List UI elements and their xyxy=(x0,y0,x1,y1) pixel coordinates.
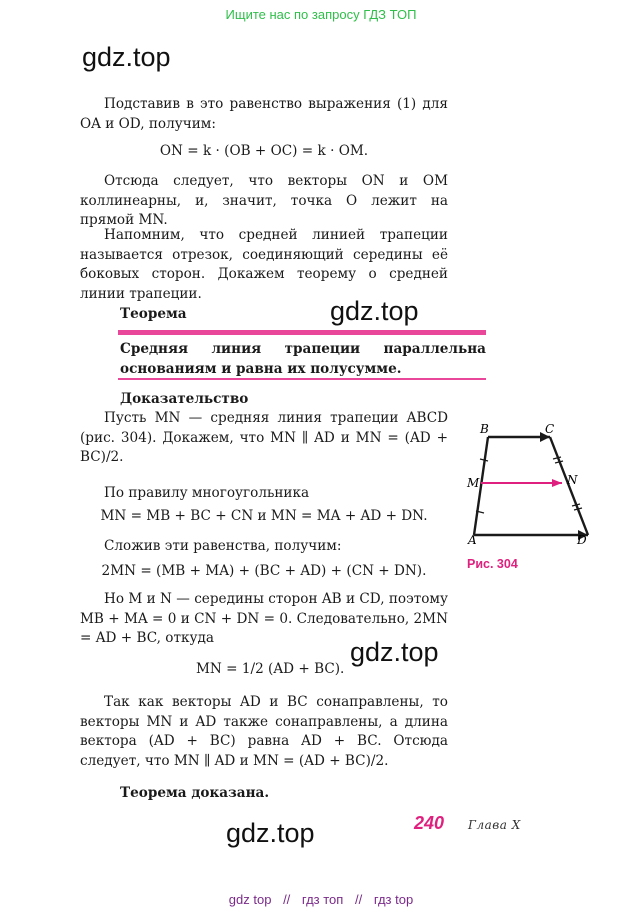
formula-sum: 2MN = (MB + MA) + (BC + AD) + (CN + DN). xyxy=(101,563,427,579)
footer-links xyxy=(0,892,642,907)
theorem-bar xyxy=(118,330,486,335)
watermark: gdz.top xyxy=(330,296,419,326)
paragraph-midpoints: Но M и N — середины сторон AB и CD, поэтому MB + MA = 0 и CN + DN = 0. Следовательно, 2MN = AD + BC, откуда xyxy=(80,591,448,646)
theorem-underline xyxy=(118,378,486,380)
theorem-title: Теорема xyxy=(120,306,187,322)
top-banner: Ищите нас по запросу ГДЗ ТОП xyxy=(225,7,417,22)
formula-on: ON = k · (OB + OC) = k · OM. xyxy=(159,143,369,159)
footer-link[interactable]: gdz top xyxy=(228,892,272,907)
footer-separator: // xyxy=(283,892,291,907)
watermark: gdz.top xyxy=(350,637,439,667)
arrow-mn xyxy=(552,479,562,487)
watermark: gdz.top xyxy=(226,818,315,848)
label-d: D xyxy=(577,533,587,547)
label-a: A xyxy=(468,533,477,547)
footer-separator: // xyxy=(354,892,363,907)
proof-title: Доказательство xyxy=(120,391,249,407)
formula-half: MN = 1/2 (AD + BC). xyxy=(196,661,345,677)
paragraph-collinear: Отсюда следует, что векторы ON и OM коллинеарны, и, значит, точка O лежит на прямой MN. xyxy=(80,173,448,228)
watermark: gdz.top xyxy=(82,42,171,72)
page-number: 240 xyxy=(414,813,445,833)
proof-intro: Пусть MN — средняя линия трапеции ABCD (рис. 304). Докажем, что MN ∥ AD и MN = (AD + BC)/2. xyxy=(80,410,448,465)
paragraph-midline-definition: Напомним, что средней линией трапеции называется отрезок, соединяющий середины её боковых сторон. Докажем теорему о средней линии трапеции. xyxy=(80,227,448,302)
chapter-label: Глава X xyxy=(468,818,521,832)
label-c: C xyxy=(545,422,555,436)
sum-intro: Сложив эти равенства, получим: xyxy=(104,538,342,554)
theorem-statement: Средняя линия трапеции параллельна основаниям и равна их полусумме. xyxy=(120,341,486,377)
proof-end: Теорема доказана. xyxy=(120,785,270,801)
figure-caption: Рис. 304 xyxy=(467,557,518,571)
footer-link[interactable]: гдз топ xyxy=(301,892,344,907)
polygon-rule: По правилу многоугольника xyxy=(104,485,310,501)
label-n: N xyxy=(567,473,578,487)
paragraph-conclusion: Так как векторы AD и BC сонаправлены, то векторы MN и AD также сонаправлены, а длина вектора (AD + BC) равна AD + BC. Отсюда следует, что MN ∥ AD и MN = (AD + BC)/2. xyxy=(80,694,448,769)
paragraph-substitution: Подставив в это равенство выражения (1) для OA и OD, получим: xyxy=(80,96,448,132)
footer-link[interactable]: гдз top xyxy=(373,892,414,907)
formula-polygon: MN = MB + BC + CN и MN = MA + AD + DN. xyxy=(100,508,428,524)
label-b: B xyxy=(480,422,489,436)
trapezoid-figure xyxy=(460,415,600,550)
label-m: M xyxy=(467,476,480,490)
